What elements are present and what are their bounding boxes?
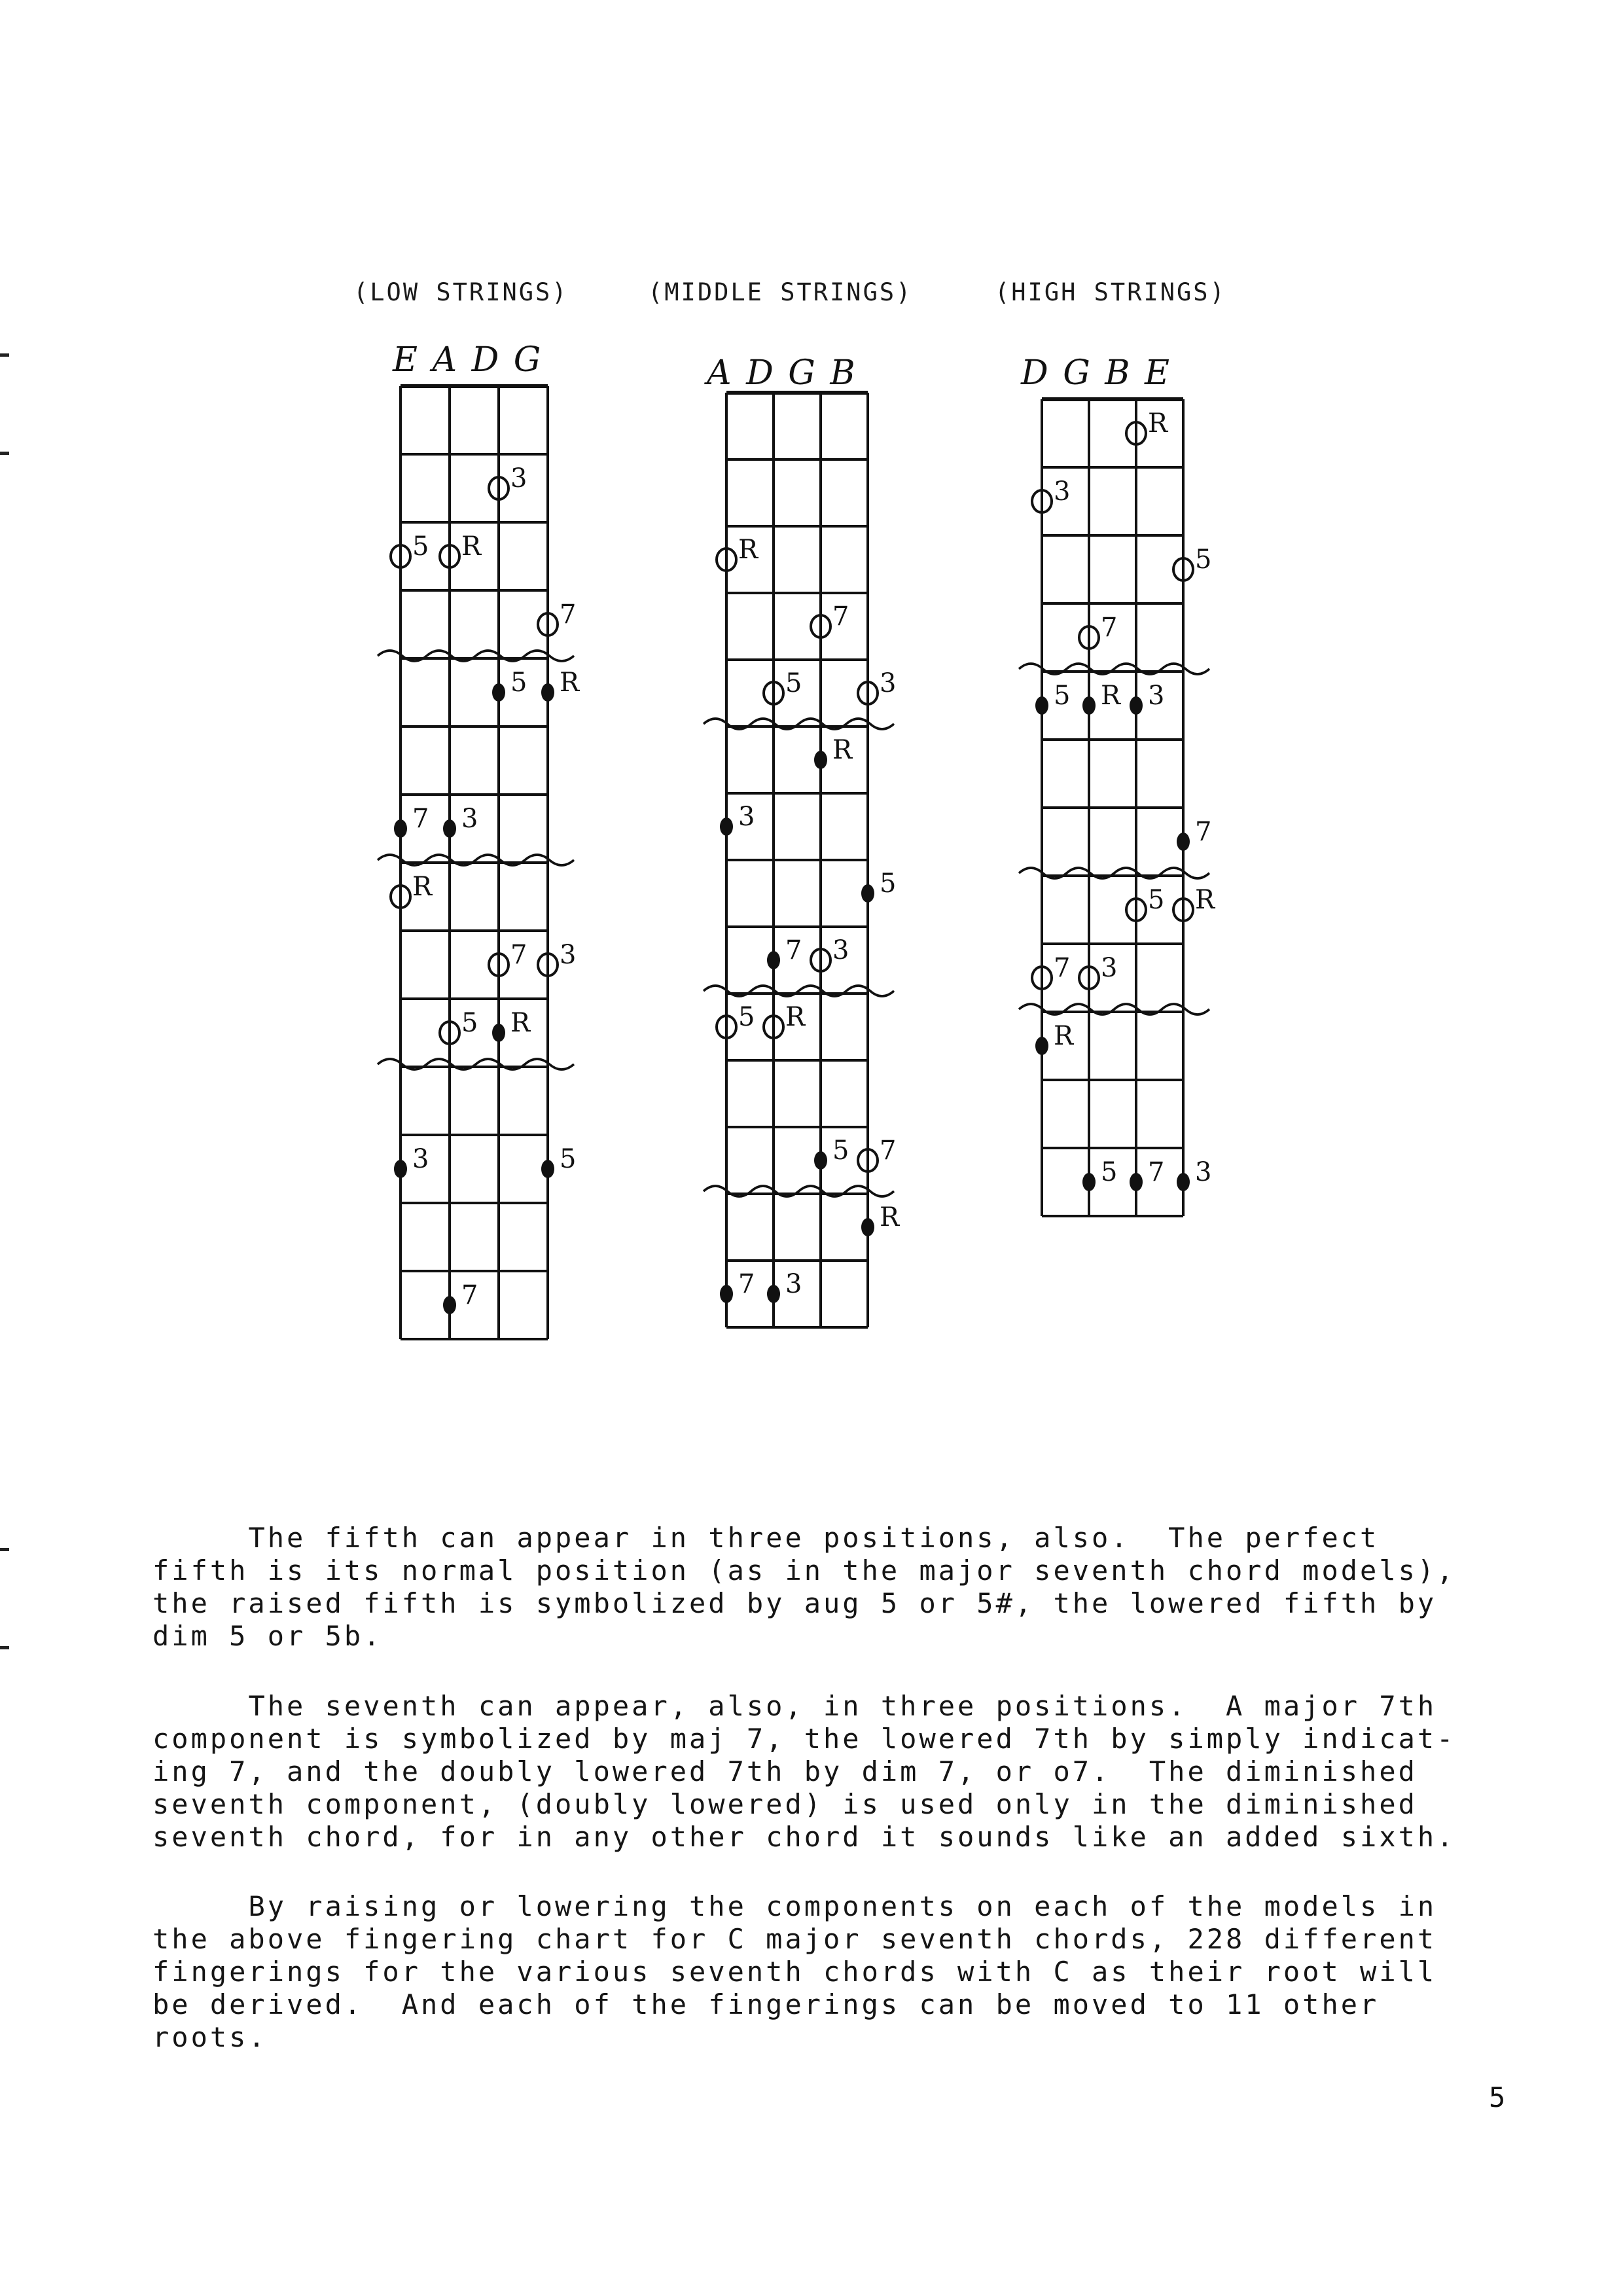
string-names-middle: A D G B xyxy=(707,353,855,393)
filled-finger-dot xyxy=(720,817,733,836)
chord-tone-label: R xyxy=(738,535,758,565)
chord-tone-label: 7 xyxy=(1148,1157,1165,1187)
chord-tone-label: 7 xyxy=(1101,613,1118,643)
chord-tone-label: 7 xyxy=(832,601,849,632)
filled-finger-dot xyxy=(443,1296,456,1314)
chord-tone-label: R xyxy=(1101,681,1121,711)
chord-tone-label: 7 xyxy=(1054,953,1071,983)
chord-tone-label: R xyxy=(412,872,433,902)
chord-tone-label: R xyxy=(880,1202,900,1232)
chord-tone-label: 7 xyxy=(560,600,577,630)
filled-finger-dot xyxy=(861,884,874,903)
filled-finger-dot xyxy=(541,683,554,702)
chord-tone-label: 5 xyxy=(560,1144,577,1174)
chord-tone-label: 7 xyxy=(461,1280,478,1310)
chord-tone-label: 7 xyxy=(880,1136,897,1166)
chord-tone-label: 5 xyxy=(1195,545,1212,575)
filled-finger-dot xyxy=(394,819,407,838)
chord-tone-label: 3 xyxy=(510,463,527,493)
chord-tone-label: R xyxy=(785,1002,806,1032)
chord-tone-label: 3 xyxy=(785,1269,802,1299)
chord-tone-label: 7 xyxy=(510,940,527,970)
paragraph-seventh: The seventh can appear, also, in three positions. A major 7th component is symbolized by maj 7, the lowered 7th by simply indicat- ing 7, and the doubly lowered 7th by dim 7, or o7. The diminished seventh component, (doubly lowered) is used only in the diminished seventh chord, for in any other chord it sounds like an added sixth. xyxy=(152,1690,1456,1853)
chord-tone-label: 5 xyxy=(461,1008,478,1038)
filled-finger-dot xyxy=(814,1151,827,1170)
left-edge-mark xyxy=(0,1646,9,1649)
chord-tone-label: 5 xyxy=(1054,681,1071,711)
filled-finger-dot xyxy=(492,683,505,702)
chord-tone-label: 3 xyxy=(1054,476,1071,507)
chord-tone-label: 3 xyxy=(461,804,478,834)
filled-finger-dot xyxy=(1035,1037,1048,1055)
string-names-low: E A D G xyxy=(393,340,541,380)
filled-finger-dot xyxy=(1177,1173,1190,1191)
filled-finger-dot xyxy=(861,1218,874,1236)
chord-tone-label: 3 xyxy=(832,935,849,965)
chord-tone-label: 5 xyxy=(880,869,897,899)
filled-finger-dot xyxy=(443,819,456,838)
header-middle-strings: (MIDDLE STRINGS) xyxy=(648,278,913,306)
filled-finger-dot xyxy=(1130,696,1143,715)
filled-finger-dot xyxy=(1035,696,1048,715)
chord-tone-label: 3 xyxy=(1101,953,1118,983)
chord-tone-label: 5 xyxy=(832,1136,849,1166)
chord-tone-label: 7 xyxy=(785,935,802,965)
filled-finger-dot xyxy=(1082,696,1096,715)
chord-tone-label: R xyxy=(461,531,482,562)
chord-tone-label: 3 xyxy=(1195,1157,1212,1187)
filled-finger-dot xyxy=(492,1024,505,1042)
filled-finger-dot xyxy=(1177,833,1190,851)
page-number: 5 xyxy=(1489,2081,1506,2113)
chord-tone-label: 5 xyxy=(1101,1157,1118,1187)
left-edge-mark xyxy=(0,1548,9,1551)
chord-tone-label: R xyxy=(560,668,580,698)
chord-tone-label: 7 xyxy=(738,1269,755,1299)
filled-finger-dot xyxy=(767,951,780,969)
paragraph-fifth: The fifth can appear in three positions, also. The perfect fifth is its normal position (as in the major seventh chord models), the raised fifth is symbolized by aug 5 or 5#, the lowered fifth by dim 5 or 5b. xyxy=(152,1522,1456,1652)
filled-finger-dot xyxy=(1130,1173,1143,1191)
filled-finger-dot xyxy=(814,751,827,769)
chord-tone-label: 7 xyxy=(412,804,429,834)
filled-finger-dot xyxy=(767,1285,780,1303)
chord-tone-label: R xyxy=(510,1008,531,1038)
filled-finger-dot xyxy=(1082,1173,1096,1191)
chord-tone-label: 7 xyxy=(1195,817,1212,847)
header-low-strings: (LOW STRINGS) xyxy=(353,278,569,306)
string-names-high: D G B E xyxy=(1021,353,1169,393)
chord-tone-label: 5 xyxy=(785,668,802,698)
chord-tone-label: 5 xyxy=(738,1002,755,1032)
chord-tone-label: 3 xyxy=(412,1144,429,1174)
chord-tone-label: 5 xyxy=(510,668,527,698)
chord-tone-label: R xyxy=(1148,408,1168,439)
chord-tone-label: R xyxy=(1054,1021,1074,1051)
chord-tone-label: 3 xyxy=(738,802,755,832)
chord-tone-label: 5 xyxy=(412,531,429,562)
chord-tone-label: 3 xyxy=(880,668,897,698)
chord-tone-label: R xyxy=(1195,885,1215,915)
chord-tone-label: 5 xyxy=(1148,885,1165,915)
chord-tone-label: 3 xyxy=(1148,681,1165,711)
chord-tone-label: 3 xyxy=(560,940,577,970)
paragraph-fingerings: By raising or lowering the components on each of the models in the above fingering chart for C major seventh chords, 228 different fingerings for the various seventh chords with C as their root will be derived. And each of the fingerings can be moved to 11 other roots. xyxy=(152,1890,1437,2053)
header-high-strings: (HIGH STRINGS) xyxy=(995,278,1226,306)
filled-finger-dot xyxy=(720,1285,733,1303)
filled-finger-dot xyxy=(394,1160,407,1178)
chord-tone-label: R xyxy=(832,735,853,765)
filled-finger-dot xyxy=(541,1160,554,1178)
